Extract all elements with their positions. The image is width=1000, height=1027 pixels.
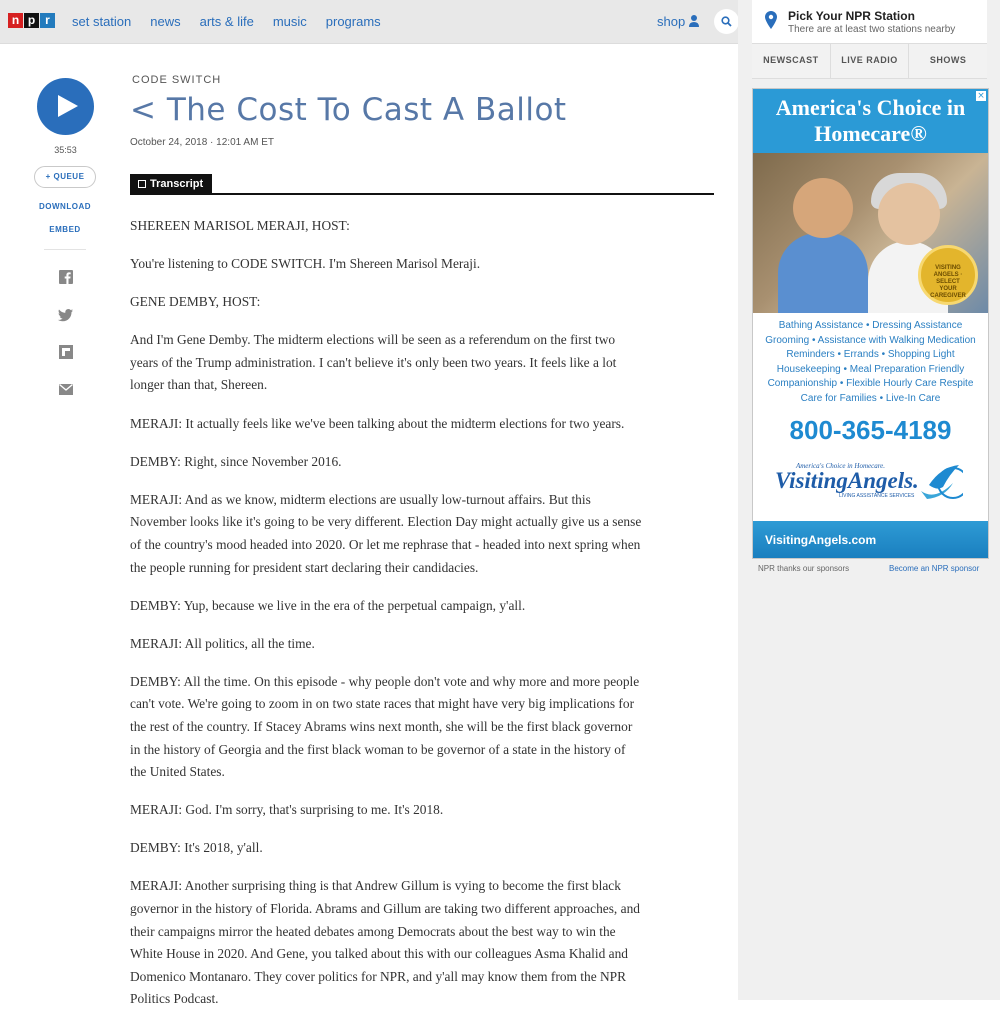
nav-news[interactable]: news [150, 14, 181, 29]
story-kicker[interactable]: CODE SWITCH [132, 74, 222, 86]
ad-seal-text: VISITING ANGELS · SELECT YOUR CAREGIVER [930, 265, 966, 299]
ad-photo-figure [793, 178, 853, 238]
logo-letter-n: n [8, 13, 23, 28]
transcript-paragraph: SHEREEN MARISOL MERAJI, HOST: [130, 218, 350, 233]
station-title: Pick Your NPR Station [788, 9, 915, 23]
transcript-paragraph: And I'm Gene Demby. The midterm elections will be seen as a referendum on the first two years of the Trump administration. I can't believe it's only been two years. It feels like a lot longer than that, Shereen. [130, 332, 617, 393]
ad-headline-band [753, 89, 988, 153]
transcript-paragraph: MERAJI: It actually feels like we've been talking about the midterm elections for two years. [130, 415, 625, 431]
transcript-paragraph: DEMBY: Yup, because we live in the era of the perpetual campaign, y'all. [130, 597, 526, 613]
ad-url: VisitingAngels.com [765, 533, 877, 547]
queue-button[interactable]: + QUEUE [34, 166, 96, 188]
transcript-paragraph: DEMBY: It's 2018, y'all. [130, 840, 263, 856]
shop-link[interactable]: shop [657, 14, 686, 29]
become-sponsor-link[interactable]: Become an NPR sponsor [889, 564, 980, 573]
main-nav [72, 14, 381, 29]
play-button[interactable] [37, 78, 94, 135]
logo-letter-r: r [40, 13, 55, 28]
transcript-paragraph: GENE DEMBY, HOST: [130, 294, 261, 310]
angel-logo-icon [915, 461, 963, 505]
logo-letter-p: p [24, 13, 39, 28]
transcript-paragraph: MERAJI: Another surprising thing is that Andrew Gillum is vying to become the first black governor in the history of Florida. Abrams and Gillum are taking two different approaches, and their campaigns mirror the heated debates among Democrats about the best way to win the White House in 2020. And Gene, you talked about this with our colleagues Asma Khalid and Domenico Montanaro. They cover politics for NPR, and y'all may know them from the NPR Politics Podcast. [130, 878, 640, 1007]
audio-duration: 35:53 [54, 145, 77, 155]
sponsor-ad[interactable] [752, 88, 989, 559]
station-subtitle: There are at least two stations nearby [788, 24, 956, 35]
ad-photo [753, 153, 988, 313]
page-title: < The Cost To Cast A Ballot [130, 92, 567, 128]
nav-arts-life[interactable]: arts & life [199, 14, 254, 29]
story-dateline: October 24, 2018 · 12:01 AM ET [130, 137, 274, 148]
tab-shows[interactable]: SHOWS [929, 55, 967, 65]
search-icon [721, 16, 732, 27]
divider [44, 249, 86, 250]
transcript-body [130, 215, 642, 1027]
nav-programs[interactable]: programs [325, 14, 381, 29]
nav-set-station[interactable]: set station [72, 14, 132, 29]
top-nav-bar [0, 0, 738, 44]
facebook-icon[interactable] [58, 269, 74, 285]
tab-newscast[interactable]: NEWSCAST [752, 44, 831, 78]
transcript-paragraph: MERAJI: God. I'm sorry, that's surprising to me. It's 2018. [130, 802, 444, 818]
nav-music[interactable]: music [272, 14, 307, 29]
ad-brand: VisitingAngels. [775, 468, 919, 493]
ad-headline: America's Choice in Homecare® [775, 95, 966, 146]
npr-logo[interactable] [8, 13, 55, 28]
tab-underline [130, 193, 714, 195]
tab-transcript[interactable] [130, 174, 212, 194]
ad-seal [918, 245, 978, 305]
ad-footer [753, 521, 988, 558]
ad-photo-figure [878, 183, 940, 245]
play-icon [57, 94, 79, 118]
tab-transcript-label: Transcript [150, 178, 204, 190]
transcript-paragraph: MERAJI: And as we know, midterm elections are usually low-turnout affairs. But this November looks like it's going to be very different. Election Day might actually give us a sense of the country's mood headed into 2020. Or let me rephrase that - headed into next spring when the people running for president start declaring their candidacies. [130, 491, 642, 575]
station-panel [752, 0, 987, 77]
ad-services: Bathing Assistance • Dressing Assistance Grooming • Assistance with Walking Medication Reminders • Errands • Shopping Light Housekeeping • Meal Preparation Friendly Companionship • Flexible Hourly Care Respite Care for Families • Live-In Care [765, 320, 976, 404]
transcript-paragraph: You're listening to CODE SWITCH. I'm Shereen Marisol Meraji. [130, 256, 481, 272]
ad-phone: 800-365-4189 [789, 415, 952, 445]
tab-live-radio[interactable]: LIVE RADIO [831, 44, 910, 78]
user-icon[interactable] [688, 14, 700, 28]
flipboard-icon[interactable] [58, 344, 74, 360]
ad-close-icon[interactable]: × [977, 91, 985, 101]
ad-brand-sub: LIVING ASSISTANCE SERVICES [839, 493, 915, 499]
map-pin-icon [765, 11, 777, 29]
ad-photo-figure [778, 233, 868, 313]
transcript-paragraph: DEMBY: All the time. On this episode - why people don't vote and why more and more people can't vote. We're going to zoom in on two state races that might have very big implications for the rest of the country. If Stacey Abrams wins next month, she will be the first black governor in the history of Georgia and the first black woman to be governor of a state in the history of the United States. [130, 673, 640, 780]
radio-tabs [752, 43, 987, 79]
ad-tagline: America's Choice in Homecare. [795, 462, 886, 470]
transcript-icon [138, 180, 146, 188]
embed-link[interactable]: EMBED [49, 225, 81, 234]
download-link[interactable]: DOWNLOAD [39, 202, 91, 211]
transcript-paragraph: DEMBY: Right, since November 2016. [130, 453, 342, 469]
search-button[interactable] [714, 9, 739, 34]
email-icon[interactable] [58, 381, 74, 397]
twitter-icon[interactable] [58, 307, 74, 323]
transcript-paragraph: MERAJI: All politics, all the time. [130, 635, 315, 651]
pick-station[interactable] [752, 0, 987, 43]
ad-thanks: NPR thanks our sponsors [758, 564, 850, 573]
